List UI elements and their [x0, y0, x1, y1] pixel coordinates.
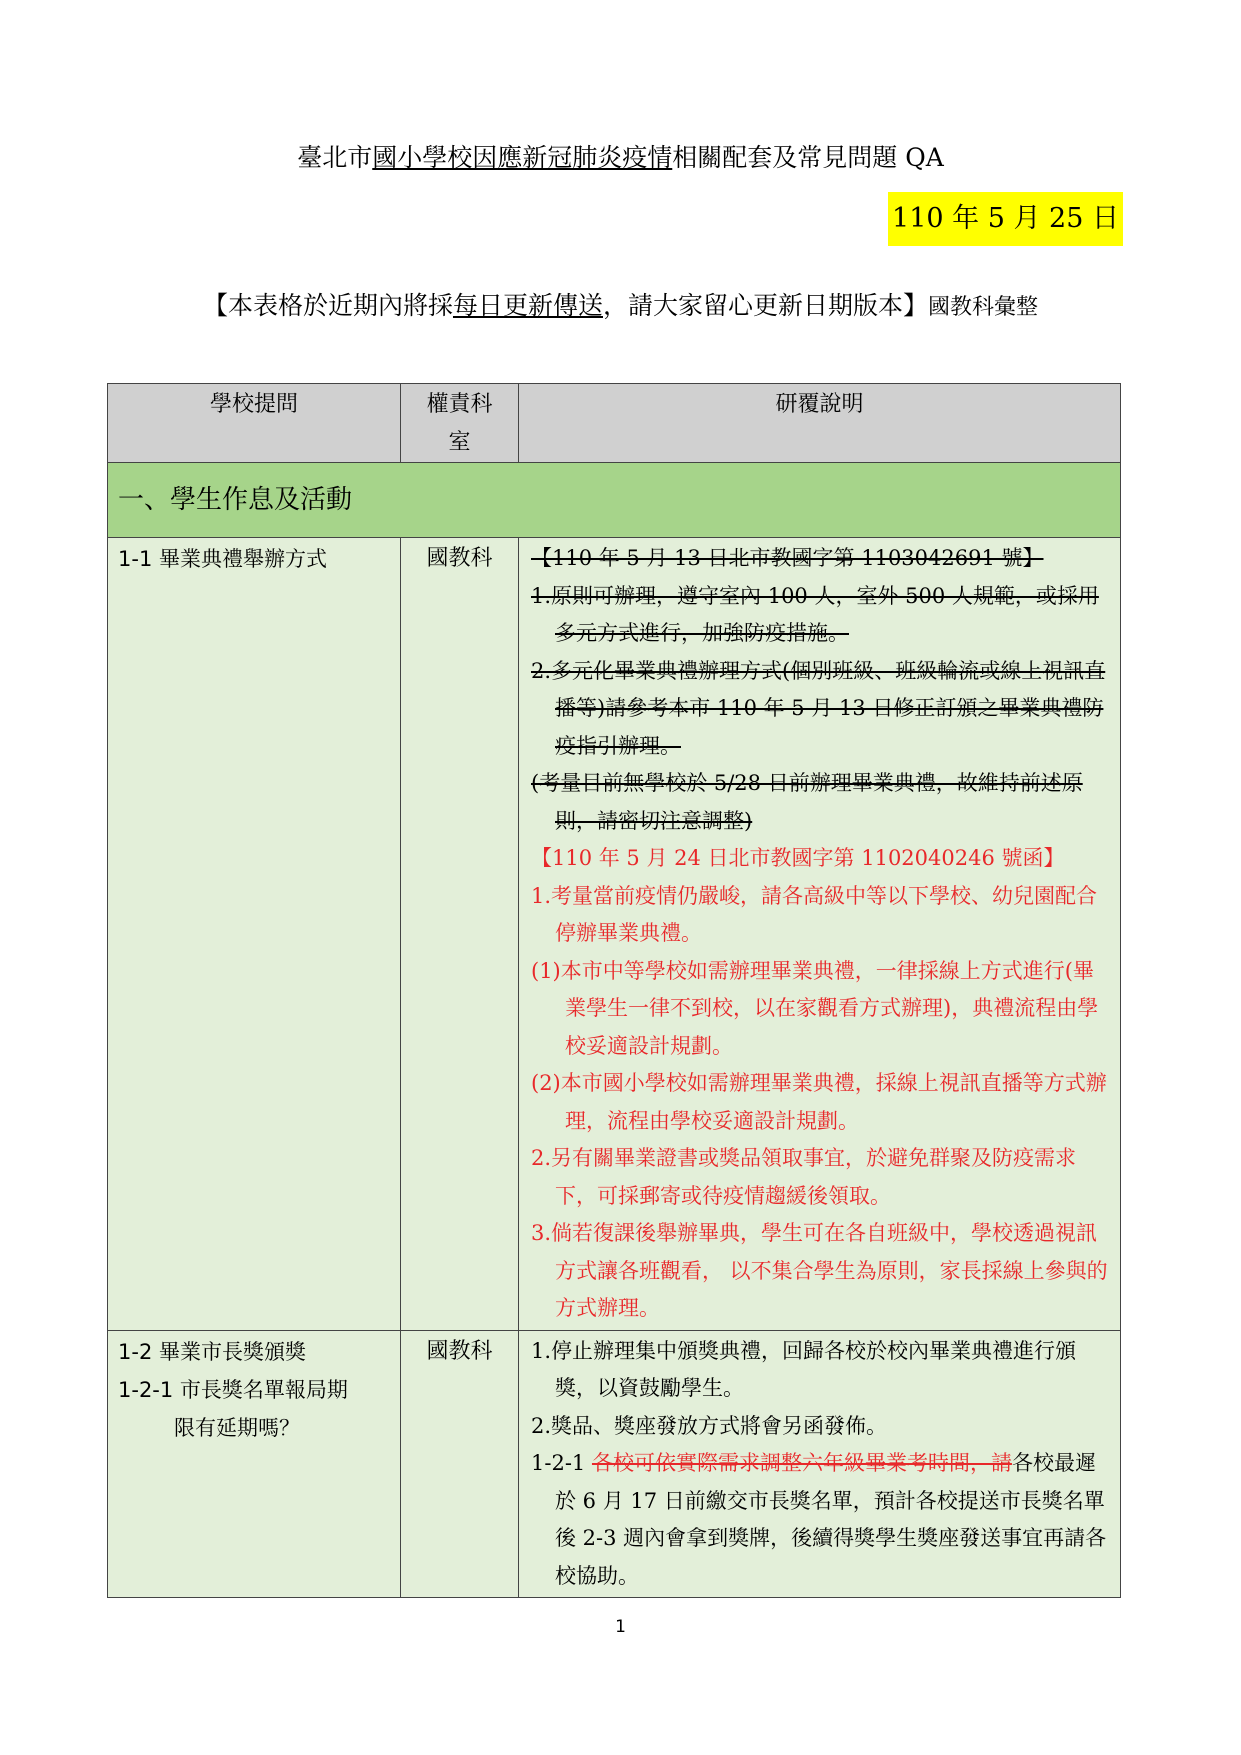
answer-cell [519, 538, 1121, 1331]
new-item-1-2: (2)本市國小學校如需辦理畢業典禮，採線上視訊直播等方式辦理，流程由學校妥適設計規劃。 [531, 1071, 1107, 1133]
section-title: 一、學生作息及活動 [108, 463, 1121, 538]
header-answer: 研覆說明 [519, 384, 1121, 463]
old-reference: 【110 年 5 月 13 日北市教國字第 1103042691 號】 [531, 546, 1044, 570]
answer-item-3: 1-2-1 各校可依實際需求調整六年級畢業考時間，請各校最遲於 6 月 17 日前繳交市長獎名單，預計各校提送市長獎名單後 2-3 週內會拿到獎牌，後續得獎學生獎座發送事宜再請各校協助。 [531, 1451, 1107, 1588]
header-question: 學校提問 [108, 384, 401, 463]
table-row [108, 1330, 1121, 1598]
new-item-2: 2.另有關畢業證書或獎品領取事宜，於避免群聚及防疫需求下，可採郵寄或待疫情趨緩後領取。 [531, 1146, 1077, 1208]
table-header-row [108, 384, 1121, 463]
update-notice: 【本表格於近期內將採每日更新傳送，請大家留心更新日期版本】國教科彙整 [202, 291, 1039, 320]
qa-table [107, 383, 1121, 1598]
header-office: 權責科室 [401, 384, 519, 463]
office-cell: 國教科 [401, 1330, 519, 1598]
question-cell: 1-1 畢業典禮舉辦方式 [108, 538, 401, 1331]
title-underlined-part: 國小學校因應新冠肺炎疫情 [372, 143, 673, 172]
office-cell: 國教科 [401, 538, 519, 1331]
document-title: 臺北市國小學校因應新冠肺炎疫情相關配套及常見問題 QA [297, 143, 944, 172]
page-number: 1 [615, 1617, 626, 1637]
new-item-1: 1.考量當前疫情仍嚴峻，請各高級中等以下學校、幼兒園配合停辦畢業典禮。 [531, 883, 1098, 945]
struck-red-text: 各校可依實際需求調整六年級畢業考時間，請 [591, 1451, 1012, 1475]
question-cell: 1-2 畢業市長獎頒獎 1-2-1 市長獎名單報局期 限有延期嗎？ [108, 1330, 401, 1598]
old-item-2: 2.多元化畢業典禮辦理方式(個別班級、班級輪流或線上視訊直播等)請參考本市 110 年 5 月 13 日修正訂頒之畢業典禮防疫指引辦理。 [531, 658, 1106, 758]
old-item-1: 1.原則可辦理，遵守室內 100 人，室外 500 人規範，或採用多元方式進行，加強防疫措施。 [531, 583, 1099, 645]
answer-cell [519, 1330, 1121, 1598]
new-item-3: 3.倘若復課後舉辦畢典，學生可在各自班級中，學校透過視訊方式讓各班觀看， 以不集合學生為原則，家長採線上參與的方式辦理。 [531, 1221, 1108, 1320]
notice-underlined-part: 每日更新傳送 [452, 291, 603, 320]
answer-item-1: 1.停止辦理集中頒獎典禮，回歸各校於校內畢業典禮進行頒獎，以資鼓勵學生。 [531, 1338, 1077, 1400]
old-item-3: (考量目前無學校於 5/28 日前辦理畢業典禮，故維持前述原則，請密切注意調整) [531, 771, 1083, 833]
compiled-by: 國教科彙整 [928, 295, 1039, 320]
answer-item-2: 2.獎品、獎座發放方式將會另函發佈。 [531, 1413, 888, 1438]
table-row [108, 538, 1121, 1331]
new-reference: 【110 年 5 月 24 日北市教國字第 1102040246 號函】 [531, 846, 1065, 870]
section-row [108, 463, 1121, 538]
new-item-1-1: (1)本市中等學校如需辦理畢業典禮，一律採線上方式進行(畢業學生一律不到校，以在家觀看方式辦理)，典禮流程由學校妥適設計規劃。 [531, 958, 1099, 1058]
update-date-highlight: 110 年 5 月 25 日 [888, 192, 1123, 246]
